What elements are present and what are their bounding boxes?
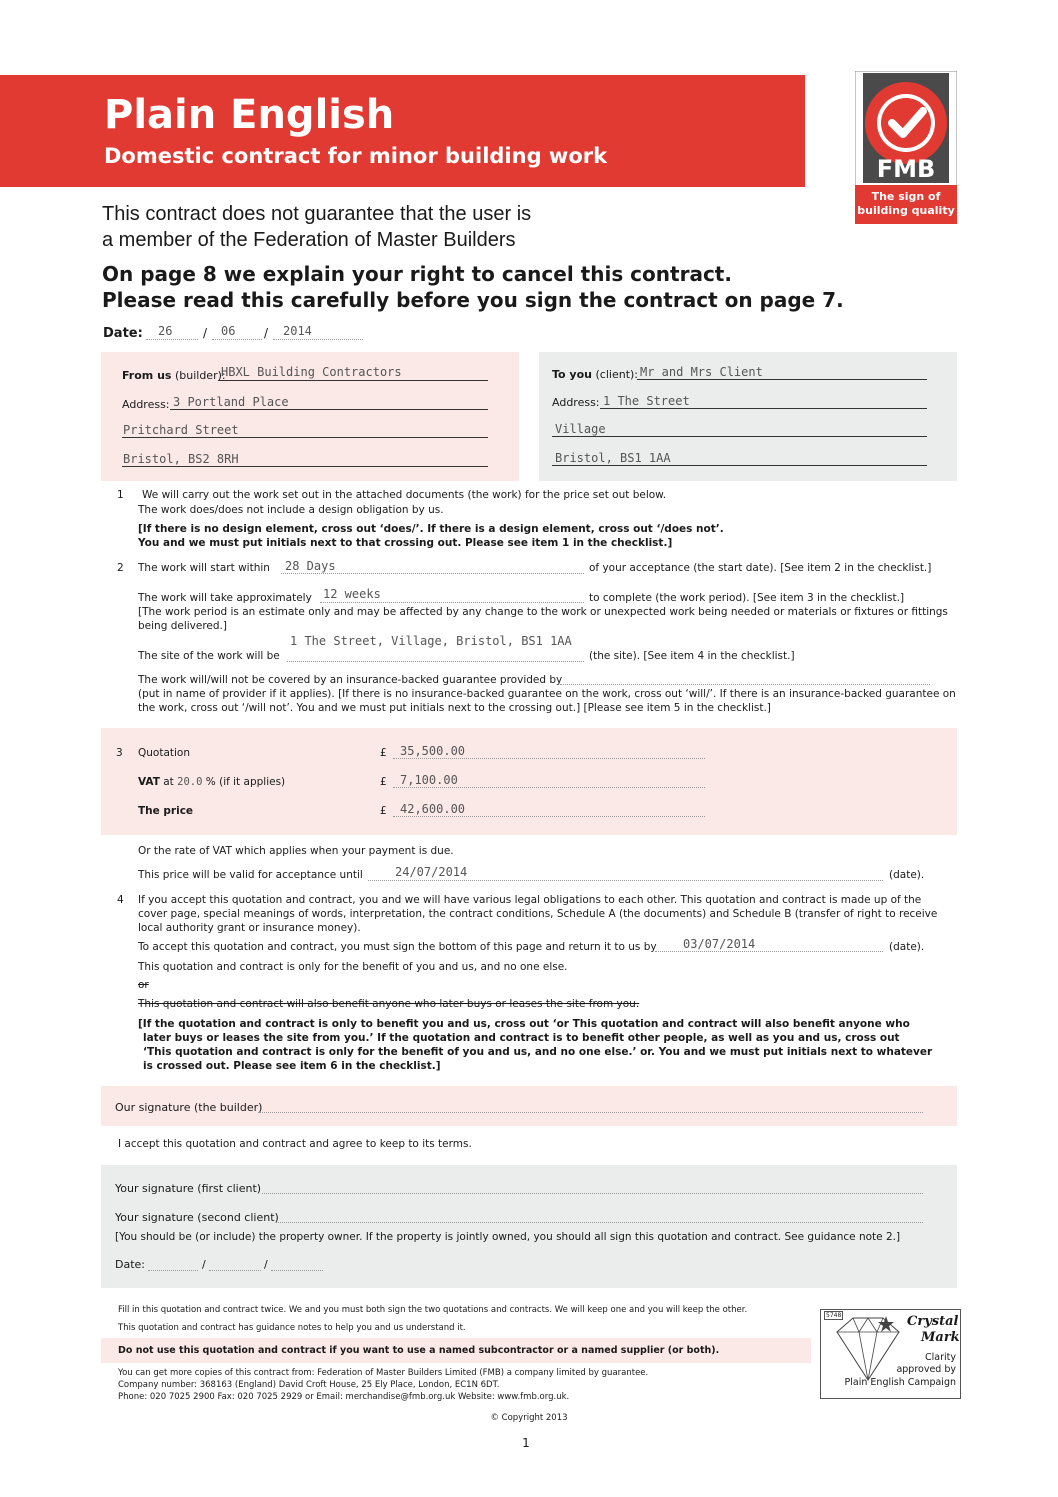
client1-signature-field[interactable] (262, 1181, 923, 1194)
to-label: To you (client): (552, 368, 639, 381)
from-name-field[interactable] (218, 380, 488, 381)
from-address1: 3 Portland Place (173, 395, 289, 409)
item2-start-pre: The work will start within (138, 562, 270, 574)
builder-signature-label: Our signature (the builder) (115, 1101, 263, 1114)
item1-line2: The work does/does not include a design obligation by us. (138, 504, 444, 516)
to-address1-field[interactable] (600, 408, 927, 409)
fmb-tagline-1: The sign of (871, 190, 941, 203)
fmb-logo (855, 71, 957, 224)
item4-accept-post: (date). (889, 941, 925, 953)
item1-note2: You and we must put initials next to that crossing out. Please see item 1 in the checklist.] (138, 537, 673, 549)
quotation-value: 35,500.00 (400, 744, 466, 758)
item1-line1: We will carry out the work set out in the attached documents (the work) for the price set out below. (142, 489, 667, 501)
from-address2-field[interactable] (122, 437, 488, 438)
client-date-sep-1: / (202, 1258, 206, 1271)
to-name: Mr and Mrs Client (640, 365, 763, 379)
footer-copies-1: You can get more copies of this contract from: Federation of Master Builders Limited (FMB) a company limited by guarantee. (118, 1368, 649, 1378)
to-address1: 1 The Street (603, 394, 690, 408)
to-address3: Bristol, BS1 1AA (555, 451, 671, 465)
fmb-acronym: FMB (876, 155, 936, 183)
footer-copies-2: Company number: 368163 (England) David Croft House, 25 Ely Place, London, EC1N 6DT. (118, 1380, 500, 1390)
page-title: Plain English (104, 92, 395, 138)
item2-insurance-line3: the work, cross out ‘/will not’. You and we must put initials next to the crossing out.] [Please see item 5 in the checklist.] (138, 702, 771, 714)
from-address3-field[interactable] (122, 466, 488, 467)
crystal-number: 5748 (826, 1312, 842, 1319)
price-label: The price (138, 805, 194, 817)
item4-note3: ‘This quotation and contract is only for the benefit of you and us, and no one else.’ or. You and we must put initials next to whatever (143, 1046, 933, 1058)
client2-signature-field[interactable] (276, 1210, 923, 1223)
cancel-notice-1: On page 8 we explain your right to cancel this contract. (102, 262, 732, 286)
item2-insurance-line2: (put in name of provider if it applies). [If there is no insurance-backed guarantee on the work, cross out ‘will/’. If there is an insurance-backed guarantee on (138, 688, 956, 700)
crystal-clarity: Clarity (925, 1352, 956, 1363)
item4-note1: [If the quotation and contract is only to benefit you and us, cross out ‘or This quotation and contract will also benefit anyone who (138, 1018, 910, 1030)
item4-accept-pre: To accept this quotation and contract, you must sign the bottom of this page and return it to us by (138, 941, 657, 953)
copyright: © Copyright 2013 (490, 1413, 568, 1423)
item4-struck: This quotation and contract will also benefit anyone who later buys or leases the site from you. (138, 998, 640, 1010)
from-address-label: Address: (122, 398, 170, 411)
item3-number: 3 (116, 747, 123, 759)
client-date-year-field[interactable] (271, 1258, 323, 1271)
item2-period-note1: [The work period is an estimate only and may be affected by any change to the work or unexpected work being needed or materials or fixtures or fittings (138, 606, 948, 618)
item4-note2: later buys or leases the site from you.’ If the quotation and contract is to benefit other people, as well as you and us, cross out (143, 1032, 900, 1044)
price-value: 42,600.00 (400, 802, 466, 816)
client-date-sep-2: / (264, 1258, 268, 1271)
client1-signature-label: Your signature (first client) (115, 1182, 262, 1195)
item4-note4: is crossed out. Please see item 6 in the checklist.] (143, 1060, 441, 1072)
item4-p1: If you accept this quotation and contract, you and we will have various legal obligations to each other. This quotation and contract is made up of the (138, 894, 922, 906)
item4-or: or (138, 979, 149, 991)
item2-take-value: 12 weeks (323, 587, 381, 601)
item4-benefit: This quotation and contract is only for the benefit of you and us, and no one else. (138, 961, 568, 973)
date-sep-2: / (264, 326, 269, 340)
crystal-mark (820, 1309, 961, 1399)
date-sep-1: / (203, 326, 208, 340)
client2-signature-label: Your signature (second client) (115, 1211, 279, 1224)
valid-until-value: 24/07/2014 (395, 865, 468, 879)
price-currency: £ (380, 805, 387, 817)
vat-currency: £ (380, 776, 387, 788)
item2-site-post: (the site). [See item 4 in the checklist.] (589, 650, 795, 662)
page-subtitle: Domestic contract for minor building work (104, 144, 608, 168)
acceptance-statement: I accept this quotation and contract and agree to keep to its terms. (118, 1138, 472, 1150)
item2-insurance-line1: The work will/will not be covered by an insurance-backed guarantee provided by (138, 674, 563, 686)
item2-site-pre: The site of the work will be (138, 650, 280, 662)
builder-signature-field[interactable] (258, 1100, 923, 1113)
cancel-notice-2: Please read this carefully before you sign the contract on page 7. (102, 288, 844, 312)
page-number: 1 (522, 1436, 530, 1450)
date-month: 06 (221, 324, 236, 338)
item2-site-field[interactable] (287, 649, 584, 662)
valid-until-post: (date). (889, 869, 925, 881)
item2-site-value: 1 The Street, Village, Bristol, BS1 1AA (290, 634, 572, 648)
crystal-approved: approved by (896, 1364, 956, 1375)
to-address2-field[interactable] (552, 436, 927, 437)
to-name-field[interactable] (637, 379, 927, 380)
item4-number: 4 (117, 894, 124, 906)
from-address2: Pritchard Street (123, 423, 239, 437)
client-date-month-field[interactable] (209, 1258, 261, 1271)
to-address2: Village (555, 422, 606, 436)
vat-value: 7,100.00 (400, 773, 458, 787)
item2-take-post: to complete (the work period). [See item 3 in the checklist.] (589, 592, 905, 604)
crystal-title-2: Mark (921, 1330, 960, 1345)
from-address3: Bristol, BS2 8RH (123, 452, 239, 466)
fmb-tagline-2: building quality (857, 204, 955, 217)
from-name: HBXL Building Contractors (221, 365, 402, 379)
item2-number: 2 (117, 562, 124, 574)
item2-take-pre: The work will take approximately (138, 592, 312, 604)
intro-line-1: This contract does not guarantee that the user is (102, 203, 532, 225)
item4-accept-value: 03/07/2014 (683, 937, 756, 951)
to-address3-field[interactable] (552, 465, 927, 466)
item2-start-value: 28 Days (285, 559, 336, 573)
date-label: Date: (103, 326, 143, 341)
item2-insurance-field[interactable] (560, 672, 930, 685)
to-address-label: Address: (552, 396, 600, 409)
client-date-label: Date: (115, 1258, 145, 1271)
item4-p3: local authority grant or insurance money). (138, 922, 361, 934)
owner-note: [You should be (or include) the property owner. If the property is jointly owned, you should all sign this quotation and contract. See guidance note 2.] (115, 1231, 901, 1243)
from-label: From us (builder): (122, 369, 226, 382)
date-month-field[interactable] (212, 325, 262, 340)
subcontractor-warning: Do not use this quotation and contract if you want to use a named subcontractor or a named supplier (or both). (118, 1345, 720, 1356)
item2-start-post: of your acceptance (the start date). [See item 2 in the checklist.] (589, 562, 932, 574)
vat-label: VAT at 20.0 % (if it applies) (138, 776, 286, 788)
item1-number: 1 (117, 489, 124, 501)
item1-note1: [If there is no design element, cross out ‘does/’. If there is a design element, cross out ‘/does not’. (138, 523, 724, 535)
client-date-day-field[interactable] (148, 1258, 198, 1271)
valid-until-pre: This price will be valid for acceptance until (138, 869, 363, 881)
footer-guidance-note: This quotation and contract has guidance notes to help you and us understand it. (118, 1323, 466, 1333)
crystal-title-1: Crystal (907, 1314, 959, 1329)
footer-fill-note: Fill in this quotation and contract twice. We and you must both sign the two quotations and contracts. We will keep one and you will keep the other. (118, 1305, 748, 1315)
footer-copies-3: Phone: 020 7025 2900 Fax: 020 7025 2929 or Email: merchandise@fmb.org.uk Website: www.fmb.org.uk. (118, 1392, 570, 1402)
crystal-campaign: Plain English Campaign (844, 1377, 956, 1388)
date-day: 26 (158, 324, 173, 338)
intro-line-2: a member of the Federation of Master Builders (102, 229, 516, 251)
from-address1-field[interactable] (170, 409, 488, 410)
item2-period-note2: being delivered.] (138, 620, 227, 632)
quotation-currency: £ (380, 747, 387, 759)
item4-p2: cover page, special meanings of words, interpretation, the contract conditions, Schedule A (the documents) and Schedule B (transfer of right to receive (138, 908, 938, 920)
vat-rate-note: Or the rate of VAT which applies when your payment is due. (138, 845, 454, 857)
date-year: 2014 (283, 324, 312, 338)
quotation-label: Quotation (138, 747, 191, 759)
